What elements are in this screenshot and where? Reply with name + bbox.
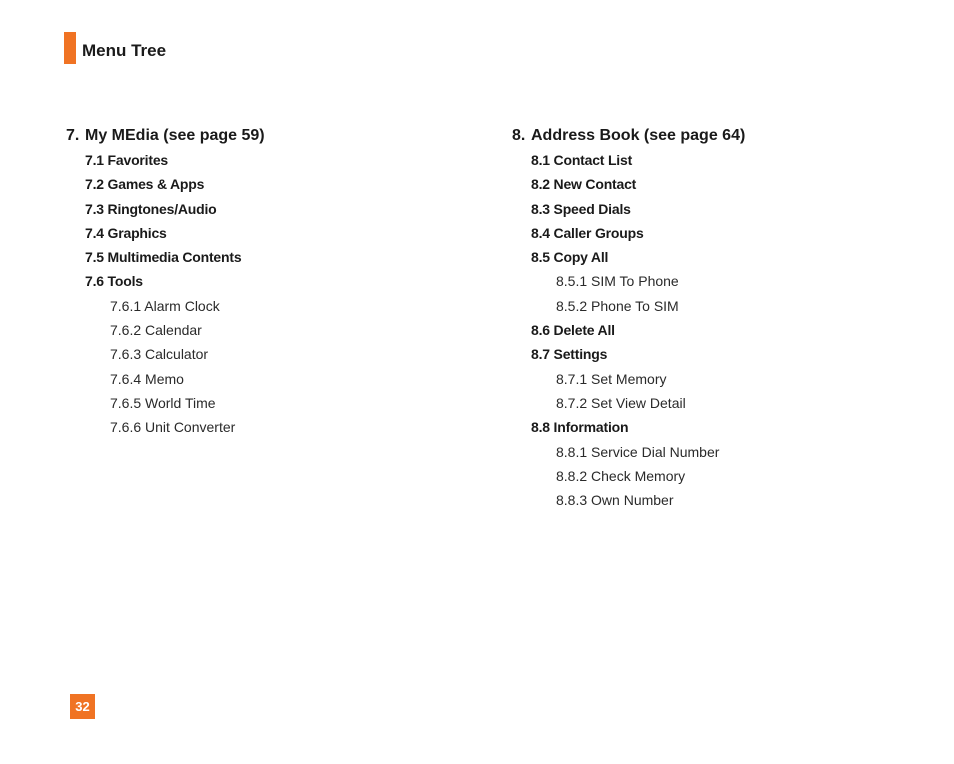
submenu-item: 8.7.2 Set View Detail (556, 394, 686, 411)
menu-item: 8.8 Information (531, 419, 629, 436)
section-number: 7. (66, 127, 80, 144)
menu-item: 8.5 Copy All (531, 249, 609, 266)
menu-item: 8.2 New Contact (531, 176, 637, 193)
menu-item: 7.4 Graphics (85, 224, 167, 241)
menu-item: 7.6 Tools (85, 273, 143, 290)
submenu-item: 7.6.6 Unit Converter (110, 419, 236, 436)
menu-item: 8.1 Contact List (531, 152, 633, 168)
header-accent-bar (64, 32, 76, 64)
menu-item-list (66, 148, 265, 440)
page-number-badge: 32 (70, 694, 95, 719)
submenu-item: 7.6.1 Alarm Clock (110, 297, 220, 314)
submenu-item: 8.5.2 Phone To SIM (556, 297, 679, 314)
section-heading (66, 124, 265, 148)
submenu-item: 8.8.2 Check Memory (556, 467, 686, 484)
submenu-item: 8.8.1 Service Dial Number (556, 443, 720, 460)
submenu-item: 8.8.3 Own Number (556, 492, 674, 509)
submenu-item: 7.6.4 Memo (110, 370, 184, 387)
menu-item: 8.6 Delete All (531, 322, 615, 339)
menu-item: 7.2 Games & Apps (85, 176, 205, 193)
menu-item-list (512, 148, 745, 512)
menu-item: 7.3 Ringtones/Audio (85, 200, 217, 217)
menu-item: 8.7 Settings (531, 346, 608, 363)
submenu-item: 8.7.1 Set Memory (556, 370, 667, 387)
menu-section-address-book (512, 124, 745, 512)
submenu-item: 7.6.3 Calculator (110, 346, 209, 363)
menu-item: 7.5 Multimedia Contents (85, 249, 242, 266)
menu-section-my-media (66, 124, 265, 440)
section-number: 8. (512, 127, 526, 144)
menu-item: 7.1 Favorites (85, 152, 168, 168)
section-title: My MEdia (see page 59) (85, 127, 265, 144)
submenu-item: 8.5.1 SIM To Phone (556, 273, 679, 290)
menu-item: 8.3 Speed Dials (531, 200, 631, 217)
submenu-item: 7.6.2 Calendar (110, 322, 202, 339)
section-title: Address Book (see page 64) (531, 127, 746, 144)
menu-item: 8.4 Caller Groups (531, 224, 644, 241)
section-heading (512, 124, 745, 148)
page-title: Menu Tree (82, 41, 167, 60)
submenu-item: 7.6.5 World Time (110, 394, 216, 411)
